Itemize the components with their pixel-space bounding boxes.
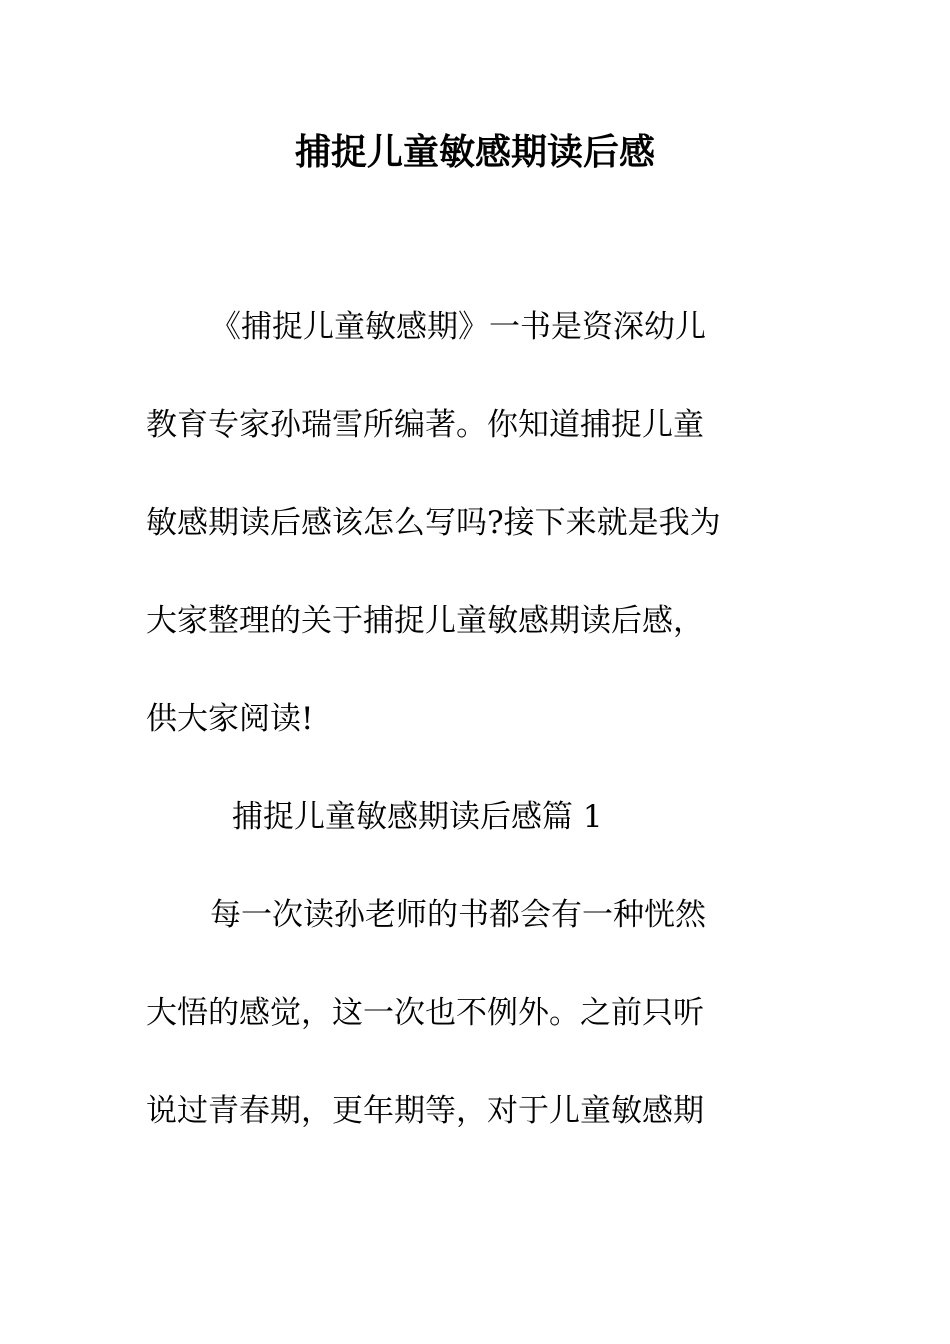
intro-line-4: 大家整理的关于捕捉儿童敏感期读后感，	[146, 603, 704, 639]
section-heading: 捕捉儿童敏感期读后感篇 1	[232, 799, 603, 835]
intro-line-5: 供大家阅读!	[146, 701, 314, 737]
intro-line-1: 《捕捉儿童敏感期》一书是资深幼儿	[210, 309, 706, 345]
document-title: 捕捉儿童敏感期读后感	[294, 132, 655, 173]
body-line-2: 大悟的感觉，这一次也不例外。之前只听	[146, 995, 704, 1031]
intro-line-2: 教育专家孙瑞雪所编著。你知道捕捉儿童	[146, 407, 704, 443]
body-line-1: 每一次读孙老师的书都会有一种恍然	[210, 897, 706, 933]
intro-line-3: 敏感期读后感该怎么写吗?接下来就是我为	[146, 505, 721, 541]
body-line-3: 说过青春期，更年期等，对于儿童敏感期	[146, 1093, 704, 1129]
